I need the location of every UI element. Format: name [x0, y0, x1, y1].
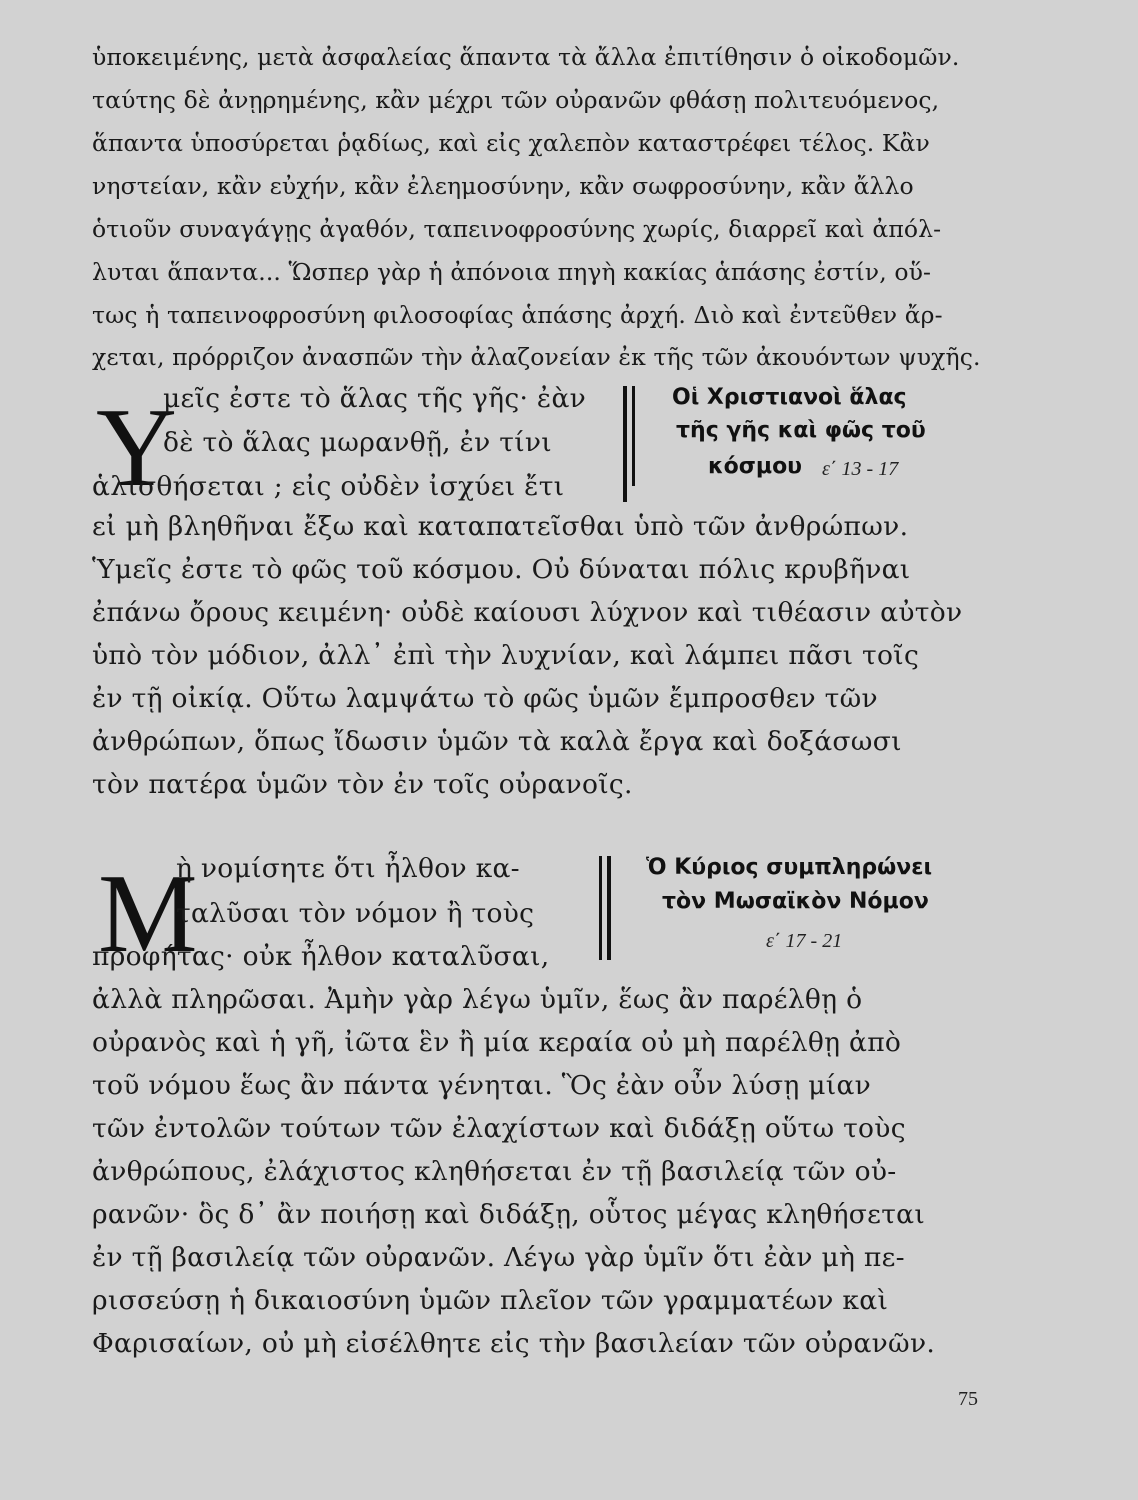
text-line: ταύτης δὲ ἀνῃρημένης, κἂν μέχρι τῶν οὐρανῶν φθάσῃ πολιτευόμενος,	[92, 86, 940, 114]
margin-rule	[599, 856, 602, 960]
page-number: 75	[958, 1388, 978, 1410]
text-line: ρισσεύσῃ ἡ δικαιοσύνη ὑμῶν πλεῖον τῶν γραμματέων καὶ	[92, 1285, 889, 1316]
text-line: ὑπὸ τὸν μόδιον, ἀλλ᾽ ἐπὶ τὴν λυχνίαν, καὶ λάμπει πᾶσι τοῖς	[92, 640, 920, 671]
text-line: ἐν τῇ βασιλείᾳ τῶν οὐρανῶν. Λέγω γὰρ ὑμῖν ὅτι ἐὰν μὴ πε-	[92, 1242, 905, 1273]
section-heading-line: Ὁ Κύριος συμπληρώνει	[646, 855, 933, 880]
text-line: δὲ τὸ ἅλας μωρανθῇ, ἐν τίνι	[163, 427, 552, 458]
text-line: τως ἡ ταπεινοφροσύνη φιλοσοφίας ἁπάσης ἀρχή. Διὸ καὶ ἐντεῦθεν ἄρ-	[92, 301, 943, 329]
margin-rule	[623, 386, 627, 502]
text-line: μεῖς ἐστε τὸ ἅλας τῆς γῆς· ἐὰν	[163, 383, 587, 414]
text-line: λυται ἅπαντα... Ὥσπερ γὰρ ἡ ἀπόνοια πηγὴ κακίας ἁπάσης ἐστίν, οὕ-	[92, 258, 932, 286]
text-line: τῶν ἐντολῶν τούτων τῶν ἐλαχίστων καὶ διδάξῃ οὕτω τοὺς	[92, 1113, 906, 1144]
section-heading-line: Οἱ Χριστιανοὶ ἅλας	[672, 385, 907, 410]
section-heading-line: τῆς γῆς καὶ φῶς τοῦ	[676, 418, 926, 443]
text-line: ἐπάνω ὄρους κειμένη· οὐδὲ καίουσι λύχνον καὶ τιθέασιν αὐτὸν	[92, 597, 963, 628]
text-line: εἰ μὴ βληθῆναι ἔξω καὶ καταπατεῖσθαι ὑπὸ τῶν ἀνθρώπων.	[92, 511, 909, 542]
text-line: οὐρανὸς καὶ ἡ γῆ, ἰῶτα ἓν ἢ μία κεραία οὐ μὴ παρέλθῃ ἀπὸ	[92, 1027, 902, 1058]
drop-cap: Μ	[98, 852, 198, 976]
margin-rule	[607, 856, 611, 960]
text-line: Φαρισαίων, οὐ μὴ εἰσέλθητε εἰς τὴν βασιλείαν τῶν οὐρανῶν.	[92, 1328, 936, 1359]
text-line: ἀνθρώπους, ἐλάχιστος κληθήσεται ἐν τῇ βασιλείᾳ τῶν οὐ-	[92, 1156, 897, 1187]
text-line: ἅπαντα ὑποσύρεται ῥᾳδίως, καὶ εἰς χαλεπὸν καταστρέφει τέλος. Κἂν	[92, 129, 930, 157]
text-line: ρανῶν· ὃς δ᾽ ἂν ποιήσῃ καὶ διδάξῃ, οὗτος μέγας κληθήσεται	[92, 1199, 926, 1230]
text-line: προφήτας· οὐκ ἦλθον καταλῦσαι,	[92, 941, 550, 972]
drop-cap: Υ	[96, 386, 177, 510]
scripture-reference: ε΄ 17 - 21	[766, 930, 843, 952]
text-line: ὴ νομίσητε ὅτι ἦλθον κα-	[176, 853, 520, 884]
text-line: ἀνθρώπων, ὅπως ἴδωσιν ὑμῶν τὰ καλὰ ἔργα καὶ δοξάσωσι	[92, 726, 902, 757]
section-heading-line: τὸν Μωσαϊκὸν Νόμον	[662, 889, 929, 914]
text-line: χεται, πρόρριζον ἀνασπῶν τὴν ἀλαζονείαν ἐκ τῆς τῶν ἀκουόντων ψυχῆς.	[92, 343, 981, 371]
text-line: ἁλισθήσεται ; εἰς οὐδὲν ἰσχύει ἔτι	[92, 471, 565, 502]
text-line: Ὑμεῖς ἐστε τὸ φῶς τοῦ κόσμου. Οὐ δύναται πόλις κρυβῆναι	[92, 554, 911, 585]
text-line: ταλῦσαι τὸν νόμον ἢ τοὺς	[176, 898, 535, 929]
text-line: ὑποκειμένης, μετὰ ἀσφαλείας ἅπαντα τὰ ἄλλα ἐπιτίθησιν ὁ οἰκοδομῶν.	[92, 43, 960, 71]
text-line: ἀλλὰ πληρῶσαι. Ἀμὴν γὰρ λέγω ὑμῖν, ἕως ἂν παρέλθῃ ὁ	[92, 984, 863, 1015]
section-heading-line: κόσμου	[708, 454, 803, 479]
margin-rule	[632, 386, 635, 486]
text-line: ὁτιοῦν συναγάγῃς ἀγαθόν, ταπεινοφροσύνης χωρίς, διαρρεῖ καὶ ἀπόλ-	[92, 215, 942, 243]
scripture-reference: ε΄ 13 - 17	[822, 458, 899, 480]
text-line: ἐν τῇ οἰκίᾳ. Οὕτω λαμψάτω τὸ φῶς ὑμῶν ἔμπροσθεν τῶν	[92, 683, 878, 714]
text-line: νηστείαν, κἂν εὐχήν, κἂν ἐλεημοσύνην, κἂν σωφροσύνην, κἂν ἄλλο	[92, 172, 914, 200]
text-line: τοῦ νόμου ἕως ἂν πάντα γένηται. Ὃς ἐὰν οὖν λύσῃ μίαν	[92, 1070, 872, 1101]
text-line: τὸν πατέρα ὑμῶν τὸν ἐν τοῖς οὐρανοῖς.	[92, 769, 633, 800]
